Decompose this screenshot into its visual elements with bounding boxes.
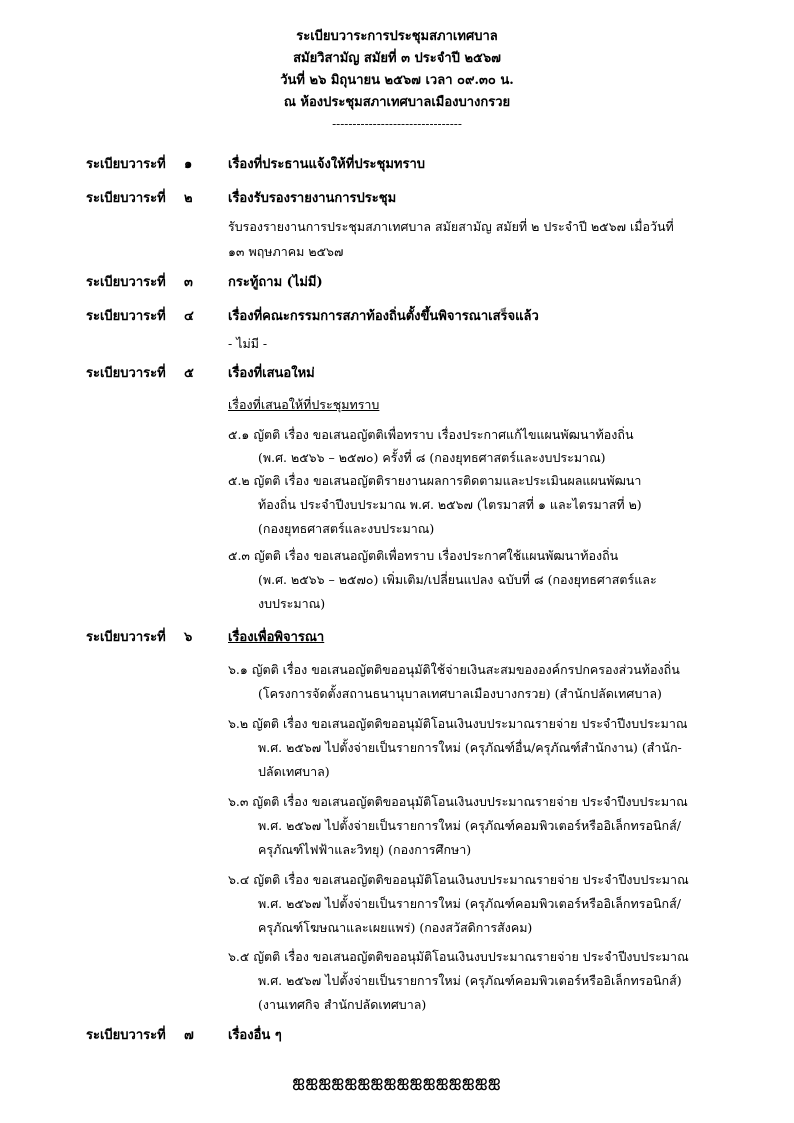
item-5-2-line: ท้องถิ่น ประจำปีงบประมาณ พ.ศ. ๒๕๖๗ (ไตรมาสที่ ๑ และไตรมาสที่ ๒) bbox=[258, 497, 642, 512]
agenda-number: ๒ bbox=[184, 191, 193, 206]
item-6-3-line: พ.ศ. ๒๕๖๗ ไปตั้งจ่ายเป็นรายการใหม่ (ครุภัณฑ์คอมพิวเตอร์หรืออิเล็กทรอนิกส์/ bbox=[258, 818, 681, 833]
item-5-1-line: ๕.๑ ญัตติ เรื่อง ขอเสนอญัตติเพื่อทราบ เรื่องประกาศแก้ไขแผนพัฒนาท้องถิ่น bbox=[228, 427, 634, 442]
item-6-3-line: ๖.๓ ญัตติ เรื่อง ขอเสนอญัตติขออนุมัติโอนเงินงบประมาณรายจ่าย ประจำปีงบประมาณ bbox=[228, 794, 688, 809]
item-5-3-line: งบประมาณ) bbox=[258, 596, 326, 611]
agenda-label: ระเบียบวาระที่ bbox=[86, 1028, 166, 1043]
agenda-title: กระทู้ถาม (ไม่มี) bbox=[228, 275, 323, 290]
agenda-label: ระเบียบวาระที่ bbox=[86, 630, 166, 645]
agenda-title: เรื่องรับรองรายงานการประชุม bbox=[228, 191, 397, 206]
item-6-2-line: ๖.๒ ญัตติ เรื่อง ขอเสนอญัตติขออนุมัติโอนเงินงบประมาณรายจ่าย ประจำปีงบประมาณ bbox=[228, 716, 688, 731]
header-datetime: วันที่ ๒๖ มิถุนายน ๒๕๖๗ เวลา ๐๙.๓๐ น. bbox=[280, 73, 514, 88]
agenda-label: ระเบียบวาระที่ bbox=[86, 157, 166, 172]
header-title: ระเบียบวาระการประชุมสภาเทศบาล bbox=[296, 29, 498, 44]
agenda-number: ๖ bbox=[184, 630, 193, 645]
agenda-subheading: เรื่องที่เสนอให้ที่ประชุมทราบ bbox=[228, 397, 380, 412]
agenda-label: ระเบียบวาระที่ bbox=[86, 191, 166, 206]
agenda-label: ระเบียบวาระที่ bbox=[86, 309, 166, 324]
agenda-title: เรื่องที่คณะกรรมการสภาท้องถิ่นตั้งขึ้นพิจารณาเสร็จแล้ว bbox=[228, 309, 539, 324]
item-5-3-line: (พ.ศ. ๒๕๖๖ – ๒๕๗๐) เพิ่มเติม/เปลี่ยนแปลง ฉบับที่ ๘ (กองยุทธศาสตร์และ bbox=[258, 572, 657, 587]
agenda-number: ๑ bbox=[184, 157, 193, 172]
item-6-2-line: ปลัดเทศบาล) bbox=[258, 764, 330, 779]
item-6-4-line: ๖.๔ ญัตติ เรื่อง ขอเสนอญัตติขออนุมัติโอนเงินงบประมาณรายจ่าย ประจำปีงบประมาณ bbox=[228, 872, 689, 887]
item-6-5-line: พ.ศ. ๒๕๖๗ ไปตั้งจ่ายเป็นรายการใหม่ (ครุภัณฑ์คอมพิวเตอร์หรืออิเล็กทรอนิกส์) bbox=[258, 973, 682, 988]
item-6-1-line: (โครงการจัดตั้งสถานธนานุบาลเทศบาลเมืองบางกรวย) (สำนักปลัดเทศบาล) bbox=[258, 686, 662, 701]
header-session: สมัยวิสามัญ สมัยที่ ๓ ประจำปี ๒๕๖๗ bbox=[293, 51, 501, 66]
item-5-2-line: (กองยุทธศาสตร์และงบประมาณ) bbox=[258, 521, 435, 536]
agenda-body-line: - ไม่มี - bbox=[228, 336, 268, 351]
item-6-5-line: (งานเทศกิจ สำนักปลัดเทศบาล) bbox=[258, 997, 427, 1012]
header-separator: -------------------------------- bbox=[332, 117, 462, 131]
agenda-body-line: ๑๓ พฤษภาคม ๒๕๖๗ bbox=[228, 244, 344, 259]
agenda-number: ๔ bbox=[184, 309, 194, 324]
agenda-number: ๕ bbox=[184, 366, 194, 381]
agenda-title: เรื่องที่เสนอใหม่ bbox=[228, 366, 315, 381]
item-6-5-line: ๖.๕ ญัตติ เรื่อง ขอเสนอญัตติขออนุมัติโอนเงินงบประมาณรายจ่าย ประจำปีงบประมาณ bbox=[228, 949, 689, 964]
agenda-title: เรื่องอื่น ๆ bbox=[228, 1028, 282, 1043]
item-6-3-line: ครุภัณฑ์ไฟฟ้าและวิทยุ) (กองการศึกษา) bbox=[258, 842, 472, 857]
agenda-label: ระเบียบวาระที่ bbox=[86, 275, 166, 290]
agenda-number: ๓ bbox=[184, 275, 193, 290]
item-6-4-line: ครุภัณฑ์โฆษณาและเผยแพร่) (กองสวัสดิการสังคม) bbox=[258, 920, 533, 935]
footer-ornament: ஐஐஐஐஐஐஐஐஐஐஐஐஐஐஐஐ bbox=[292, 1072, 502, 1090]
document-header bbox=[0, 26, 794, 134]
agenda-number: ๗ bbox=[184, 1028, 194, 1043]
item-6-4-line: พ.ศ. ๒๕๖๗ ไปตั้งจ่ายเป็นรายการใหม่ (ครุภัณฑ์คอมพิวเตอร์หรืออิเล็กทรอนิกส์/ bbox=[258, 896, 681, 911]
agenda-body-line: รับรองรายงานการประชุมสภาเทศบาล สมัยสามัญ สมัยที่ ๒ ประจำปี ๒๕๖๗ เมื่อวันที่ bbox=[228, 219, 674, 234]
item-5-1-line: (พ.ศ. ๒๕๖๖ – ๒๕๗๐) ครั้งที่ ๘ (กองยุทธศาสตร์และงบประมาณ) bbox=[258, 450, 606, 465]
agenda-title: เรื่องที่ประธานแจ้งให้ที่ประชุมทราบ bbox=[228, 157, 426, 172]
item-5-3-line: ๕.๓ ญัตติ เรื่อง ขอเสนอญัตติเพื่อทราบ เรื่องประกาศใช้แผนพัฒนาท้องถิ่น bbox=[228, 548, 619, 563]
item-5-2-line: ๕.๒ ญัตติ เรื่อง ขอเสนอญัตติรายงานผลการติดตามและประเมินผลแผนพัฒนา bbox=[228, 473, 642, 488]
item-6-2-line: พ.ศ. ๒๕๖๗ ไปตั้งจ่ายเป็นรายการใหม่ (ครุภัณฑ์อื่น/ครุภัณฑ์สำนักงาน) (สำนัก- bbox=[258, 740, 682, 755]
agenda-label: ระเบียบวาระที่ bbox=[86, 366, 166, 381]
agenda-title: เรื่องเพื่อพิจารณา bbox=[228, 630, 325, 645]
item-6-1-line: ๖.๑ ญัตติ เรื่อง ขอเสนอญัตติขออนุมัติใช้จ่ายเงินสะสมขององค์กรปกครองส่วนท้องถิ่น bbox=[228, 662, 680, 677]
header-venue: ณ ห้องประชุมสภาเทศบาลเมืองบางกรวย bbox=[283, 95, 511, 110]
